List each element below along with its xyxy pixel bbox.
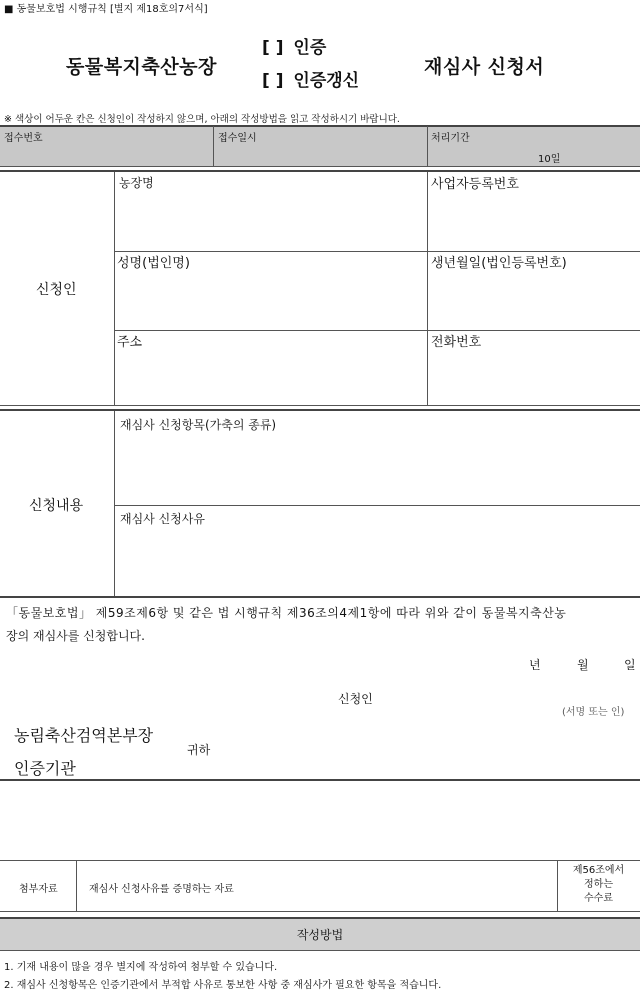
- recipient-line-2: 인증기관: [14, 759, 76, 778]
- option-renewal-checkbox[interactable]: [ ]: [262, 71, 284, 91]
- divider: [0, 596, 640, 598]
- date-month[interactable]: 월: [577, 658, 589, 672]
- divider: [427, 126, 428, 166]
- divider: [114, 411, 115, 596]
- divider: [0, 170, 640, 172]
- processing-period-value: 10일: [538, 154, 561, 165]
- recipient-suffix: 귀하: [187, 743, 211, 757]
- title-right: 재심사 신청서: [424, 56, 545, 78]
- phone-field[interactable]: 전화번호: [431, 335, 482, 350]
- divider: [0, 405, 640, 406]
- signer-label: 신청인: [338, 692, 373, 706]
- divider: [0, 860, 640, 861]
- option-certification-checkbox[interactable]: [ ]: [262, 38, 284, 58]
- address-field[interactable]: 주소: [117, 335, 143, 350]
- option-renewal[interactable]: [ ] 인증갱신: [262, 71, 360, 91]
- attachment-value: 재심사 신청사유를 증명하는 자료: [89, 884, 234, 895]
- square-marker-icon: ■: [4, 4, 14, 15]
- divider: [0, 779, 640, 781]
- review-items-field[interactable]: 재심사 신청항목(가축의 종류): [120, 418, 277, 432]
- instruction-note: ※ 색상이 어두운 칸은 신청인이 작성하지 않으며, 아래의 작성방법을 읽고 작성하시기 바랍니다.: [4, 114, 400, 125]
- reception-number-label: 접수번호: [4, 133, 43, 144]
- divider: [0, 166, 640, 167]
- divider: [0, 911, 640, 912]
- processing-period-label: 처리기간: [431, 133, 470, 144]
- statement-line-1: 「동물보호법」 제59조제6항 및 같은 법 시행규칙 제36조의4제1항에 따라 위와 같이 동물복지축산농: [6, 606, 567, 620]
- recipient-line-1: 농림축산검역본부장: [14, 726, 154, 745]
- signature-area[interactable]: (서명 또는 인): [562, 707, 625, 718]
- form-reference: ■ 동물보호법 시행규칙 [별지 제18호의7서식]: [4, 4, 208, 15]
- title-left: 동물복지축산농장: [66, 56, 217, 78]
- applicant-section-label: 신청인: [36, 282, 77, 298]
- divider: [114, 505, 640, 506]
- option-certification[interactable]: [ ] 인증: [262, 38, 327, 58]
- divider: [213, 126, 214, 166]
- review-reason-field[interactable]: 재심사 신청사유: [120, 512, 205, 526]
- applicant-name-field[interactable]: 성명(법인명): [117, 256, 190, 271]
- content-section-label: 신청내용: [29, 498, 84, 514]
- divider: [0, 950, 640, 951]
- divider: [114, 172, 115, 405]
- instructions-title: 작성방법: [296, 928, 344, 942]
- divider: [0, 917, 640, 919]
- farm-name-field[interactable]: 농장명: [119, 176, 154, 190]
- divider: [76, 860, 77, 911]
- divider: [0, 409, 640, 411]
- divider: [427, 172, 428, 405]
- date-year[interactable]: 년: [529, 658, 541, 672]
- reception-date-label: 접수일시: [218, 133, 257, 144]
- divider: [0, 125, 640, 127]
- instruction-item-2: 2. 재심사 신청항목은 인증기관에서 부적합 사유로 통보한 사항 중 재심사가 필요한 항목을 적습니다.: [4, 980, 442, 991]
- divider: [114, 330, 640, 331]
- business-registration-field[interactable]: 사업자등록번호: [431, 177, 519, 192]
- fee-note: 제56조에서 정하는 수수료: [572, 865, 625, 904]
- date-day[interactable]: 일: [624, 658, 636, 672]
- birth-date-field[interactable]: 생년월일(법인등록번호): [431, 256, 567, 271]
- attachment-label: 첨부자료: [19, 884, 58, 895]
- instruction-item-1: 1. 기재 내용이 많을 경우 별지에 작성하여 첨부할 수 있습니다.: [4, 962, 278, 973]
- statement-line-2: 장의 재심사를 신청합니다.: [6, 629, 145, 643]
